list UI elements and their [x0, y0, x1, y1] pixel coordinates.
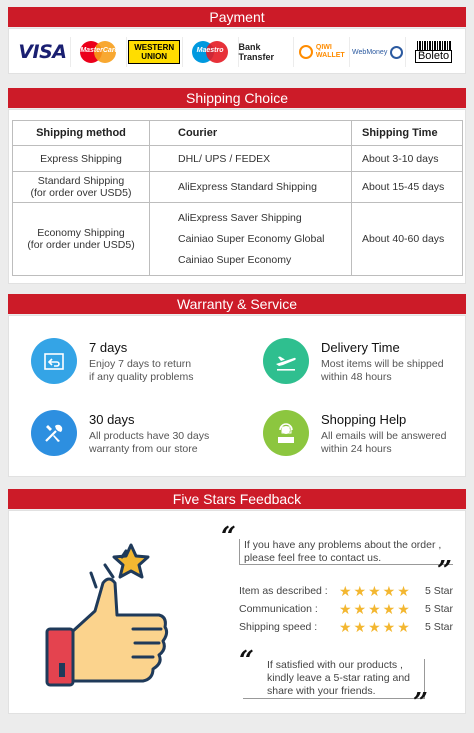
- service-desc: All products have 30 days warranty from our store: [89, 430, 210, 455]
- contact-note: If you have any problems about the order , please feel free to contact us.: [239, 539, 453, 565]
- qiwi-logo: QIWI WALLET: [294, 37, 350, 67]
- mastercard-logo: MasterCard: [71, 37, 127, 67]
- thumbs-up-icon: [37, 541, 187, 701]
- rating-communication: Communication : ★★★★★ 5 Star: [239, 601, 453, 617]
- courier-cell: AliExpress Saver Shipping Cainiao Super Economy Global Cainiao Super Economy: [150, 203, 352, 276]
- warranty-title: Warranty & Service: [176, 296, 298, 312]
- time-cell: About 40-60 days: [352, 203, 463, 276]
- service-title: 7 days: [89, 340, 128, 355]
- western-union-logo: WESTERN UNION: [127, 37, 183, 67]
- star-rating: ★★★★★: [339, 583, 412, 599]
- table-row: [13, 203, 463, 276]
- service-item-30-days: [31, 410, 231, 460]
- header-time: Shipping Time: [352, 121, 463, 146]
- feedback-panel: [8, 510, 466, 718]
- service-title: 30 days: [89, 412, 135, 427]
- star-rating: ★★★★★: [339, 601, 412, 617]
- shipping-panel: [8, 109, 466, 284]
- header-courier: Courier: [150, 121, 352, 146]
- webmoney-logo: WebMoney: [350, 37, 406, 67]
- service-item-7-days: [31, 338, 231, 388]
- rating-item-described: Item as described : ★★★★★ 5 Star: [239, 583, 453, 599]
- header-method: Shipping method: [13, 121, 150, 146]
- quote-open-mark: “: [221, 522, 236, 552]
- support-agent-icon: [263, 410, 309, 456]
- service-desc: Most items will be shipped within 48 hours: [321, 358, 444, 383]
- visa-logo: VISA: [15, 37, 71, 67]
- time-cell: About 15-45 days: [352, 172, 463, 203]
- service-title: Shopping Help: [321, 412, 407, 427]
- warranty-panel: [8, 315, 466, 477]
- service-title: Delivery Time: [321, 340, 400, 355]
- quote-close-mark: ”: [437, 556, 452, 586]
- rating-shipping-speed: Shipping speed : ★★★★★ 5 Star: [239, 619, 453, 635]
- shipping-table: [12, 120, 463, 276]
- star-rating: ★★★★★: [339, 619, 412, 635]
- quote-close-mark: ”: [413, 688, 428, 718]
- service-desc: Enjoy 7 days to return if any quality problems: [89, 358, 194, 383]
- tools-icon: [31, 410, 77, 456]
- airplane-icon: [263, 338, 309, 384]
- quote-open-mark: “: [239, 646, 254, 676]
- courier-cell: DHL/ UPS / FEDEX: [150, 146, 352, 172]
- shipping-header: [8, 88, 466, 108]
- feedback-header: [8, 489, 466, 509]
- rating-request-note: If satisfied with our products , kindly leave a 5-star rating and share with your friends.: [243, 659, 425, 699]
- return-box-icon: [31, 338, 77, 384]
- method-cell: Economy Shipping (for order under USD5): [13, 203, 150, 276]
- method-cell: Standard Shipping (for order over USD5): [13, 172, 150, 203]
- service-item-shopping-help: [263, 410, 463, 460]
- payment-title: Payment: [209, 9, 265, 25]
- time-cell: About 3-10 days: [352, 146, 463, 172]
- courier-cell: AliExpress Standard Shipping: [150, 172, 352, 203]
- payment-panel: [8, 28, 466, 74]
- service-desc: All emails will be answered within 24 hours: [321, 430, 447, 455]
- boleto-logo: Boleto: [406, 37, 461, 67]
- method-cell: Express Shipping: [13, 146, 150, 172]
- table-row: [13, 146, 463, 172]
- table-row: [13, 172, 463, 203]
- payment-methods: [15, 37, 461, 67]
- feedback-title: Five Stars Feedback: [172, 491, 302, 507]
- shipping-title: Shipping Choice: [186, 90, 288, 106]
- bank-transfer-logo: Bank Transfer: [239, 37, 295, 67]
- payment-header: [8, 7, 466, 27]
- warranty-header: [8, 294, 466, 314]
- service-item-delivery: [263, 338, 463, 388]
- maestro-logo: Maestro: [183, 37, 239, 67]
